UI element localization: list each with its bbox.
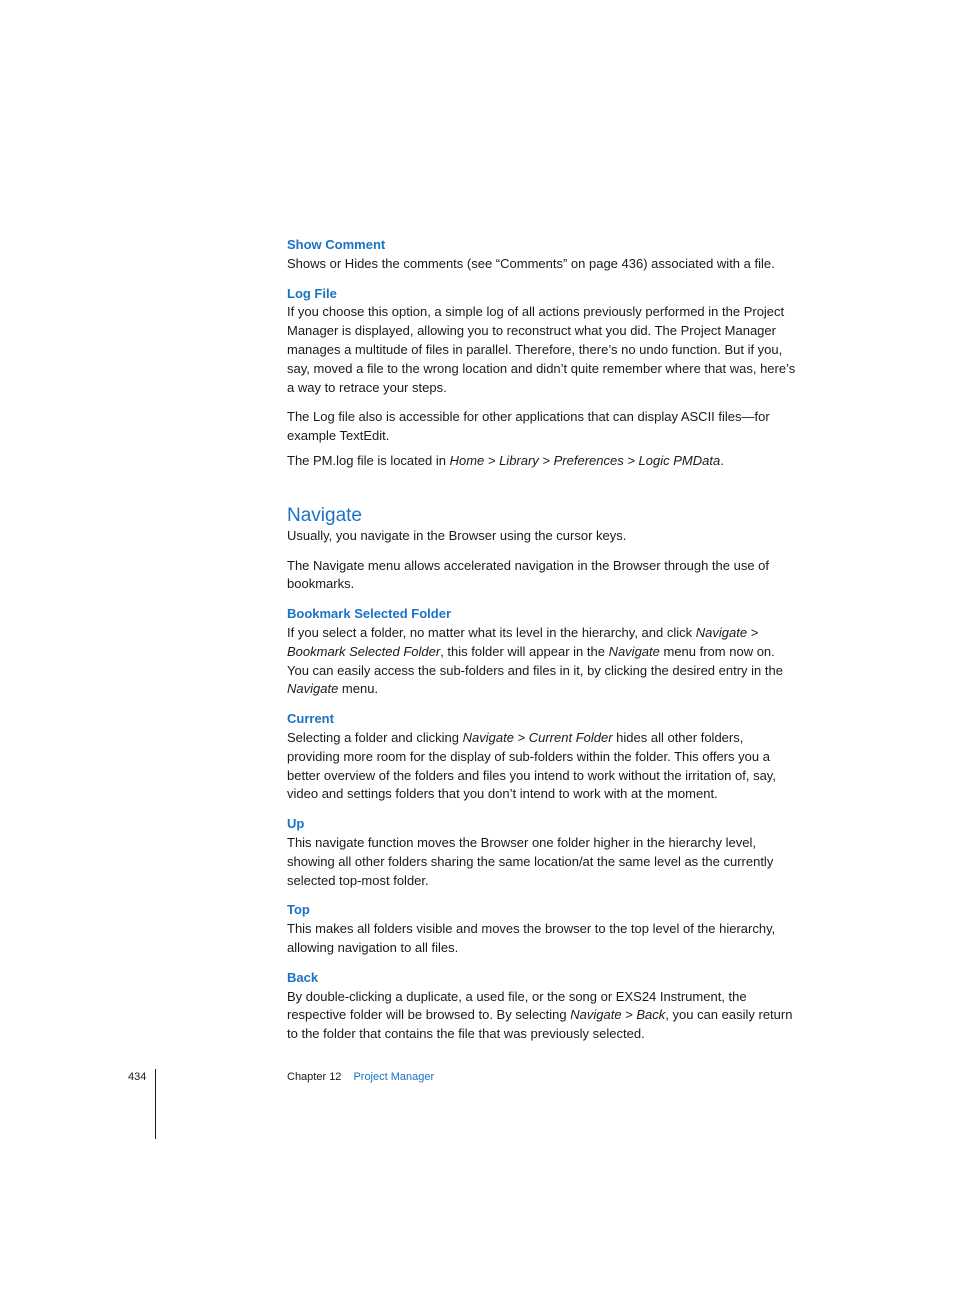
page-number: 434 [128, 1071, 147, 1083]
log-file-paragraph-1: If you choose this option, a simple log of all actions previously performed in the Project Manager is displayed, allowing you to reconstruct what you did. The Project Manager manages a multitude of files in parallel. Therefore, there’s no undo function. But if you, say, moved a file to the wrong location and didn’t quite remember where that was, here’s a way to retrace your steps. [287, 304, 796, 395]
back-menu-path: Navigate > Back [570, 1007, 666, 1023]
log-file-paragraph-3 [287, 452, 799, 471]
footer-divider [155, 1069, 156, 1139]
bookmark-menu-path: Navigate > Bookmark Selected Folder [287, 624, 759, 659]
bookmark-text-2: , this folder will appear in the [440, 643, 609, 659]
current-text-2: hides all other folders, providing more room for the display of sub-folders within the folder. This offers you a better overview of the folders and files you intend to work without the irritation of, say, video and settings folders that you don’t intend to work with at the moment. [287, 729, 776, 802]
bookmark-text-3: menu from now on. You can easily access the sub-folders and files in it, by clicking the desired entry in the [287, 643, 783, 678]
bookmark-text-1: If you select a folder, no matter what its level in the hierarchy, and click [287, 624, 696, 640]
log-file-p3-suffix: . [720, 452, 724, 468]
bookmark-text-4: menu. [338, 681, 379, 697]
chapter-title: Project Manager [353, 1071, 435, 1083]
current-body [287, 729, 799, 804]
up-body: This navigate function moves the Browser one folder higher in the hierarchy level, showing all other folders sharing the same location/at the same level as the currently selected top-most folder. [287, 834, 774, 888]
show-comment-body: Shows or Hides the comments (see “Comments” on page 436) associated with a file. [287, 255, 775, 271]
chapter-label: Chapter 12 [287, 1071, 342, 1083]
bookmark-menu-name-2: Navigate [287, 681, 339, 697]
back-heading: Back [287, 969, 319, 985]
bookmark-menu-name: Navigate [608, 643, 660, 659]
back-text-2: , you can easily return to the folder that contains the file that was previously selected. [287, 1007, 793, 1042]
log-file-paragraph-2: The Log file also is accessible for other applications that can display ASCII files—for example TextEdit. [287, 409, 770, 444]
navigate-paragraph-2: The Navigate menu allows accelerated navigation in the Browser through the use of bookmarks. [287, 557, 770, 592]
top-body: This makes all folders visible and moves the browser to the top level of the hierarchy, allowing navigation to all files. [287, 921, 776, 955]
current-menu-path: Navigate > Current Folder [462, 729, 613, 745]
top-heading: Top [287, 902, 310, 918]
back-text-1: By double-clicking a duplicate, a used file, or the song or EXS24 Instrument, the respective folder will be browsed to. By selecting [287, 988, 747, 1023]
current-text-1: Selecting a folder and clicking [287, 729, 463, 745]
page-content [287, 236, 799, 1044]
show-comment-heading: Show Comment [287, 237, 386, 252]
footer-chapter [287, 1070, 434, 1084]
current-heading: Current [287, 711, 334, 727]
log-file-heading: Log File [287, 285, 337, 301]
bookmark-body [287, 624, 799, 699]
navigate-heading: Navigate [287, 504, 362, 526]
up-heading: Up [287, 816, 305, 832]
navigate-paragraph-1: Usually, you navigate in the Browser using the cursor keys. [287, 527, 627, 543]
log-file-path: Home > Library > Preferences > Logic PMData [449, 452, 721, 468]
back-body [287, 988, 799, 1044]
bookmark-heading: Bookmark Selected Folder [287, 606, 451, 622]
log-file-p3-prefix: The PM.log file is located in [287, 452, 450, 468]
